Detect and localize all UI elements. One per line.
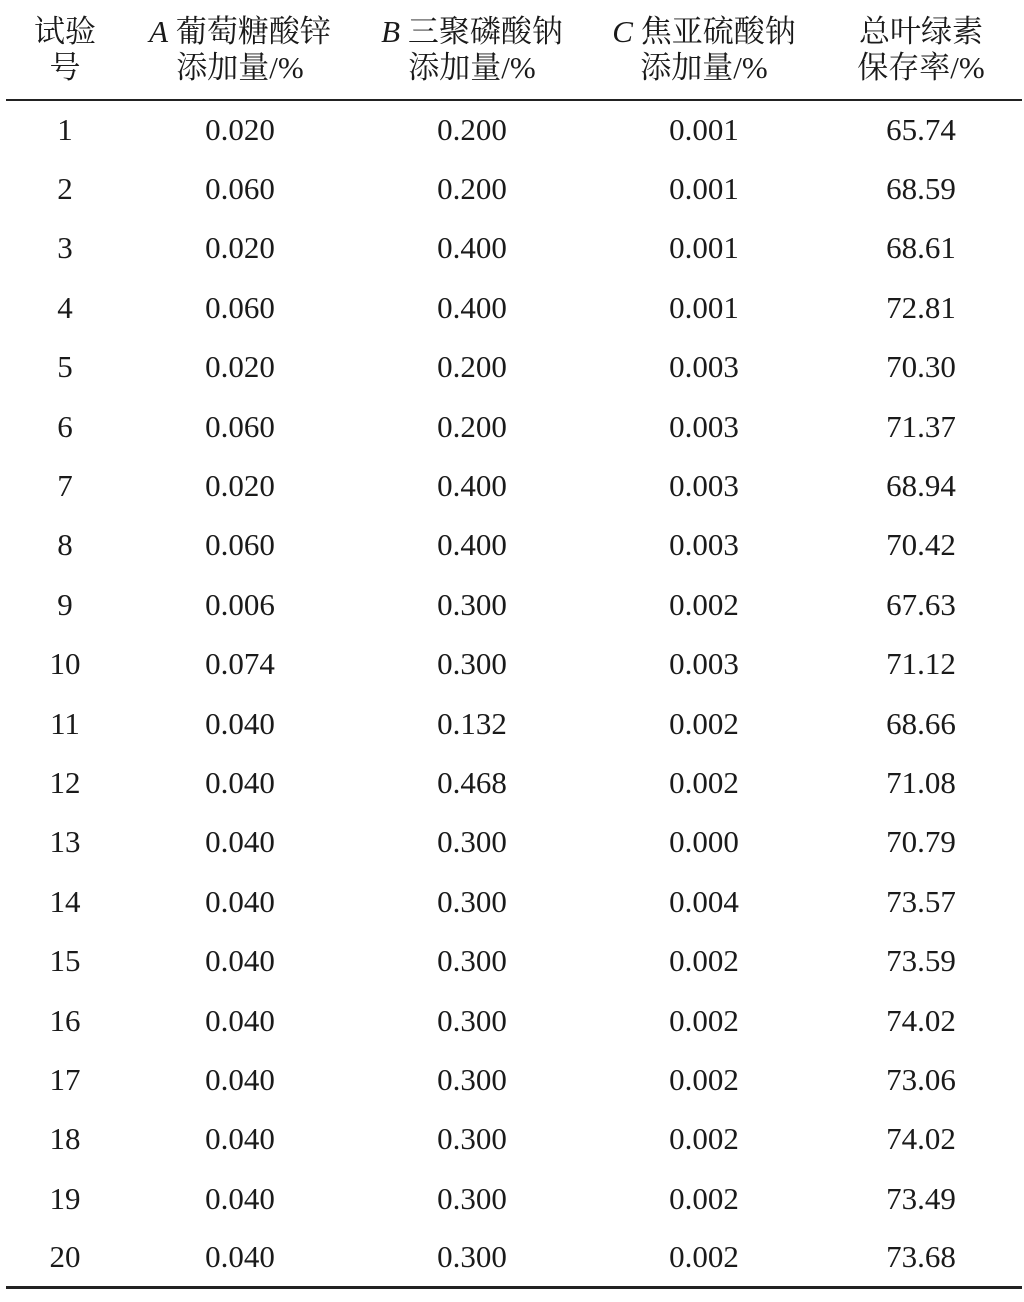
cell-factor-a: 0.060 bbox=[205, 408, 275, 444]
cell-retention-rate: 74.02 bbox=[886, 1121, 956, 1157]
table-row bbox=[6, 694, 1022, 753]
cell-factor-c: 0.001 bbox=[669, 112, 739, 148]
table-row bbox=[6, 813, 1022, 872]
cell-factor-a: 0.020 bbox=[205, 230, 275, 266]
cell-trial-number: 18 bbox=[49, 1121, 81, 1157]
cell-trial-number: 7 bbox=[57, 468, 73, 504]
cell-trial-number: 16 bbox=[49, 1002, 81, 1038]
cell-factor-b: 0.300 bbox=[437, 1061, 507, 1097]
cell-retention-rate: 71.12 bbox=[886, 646, 956, 682]
cell-retention-rate: 73.57 bbox=[886, 883, 956, 919]
cell-factor-b: 0.200 bbox=[437, 408, 507, 444]
cell-trial-number: 9 bbox=[57, 586, 73, 622]
cell-factor-b: 0.400 bbox=[437, 468, 507, 504]
cell-factor-c: 0.001 bbox=[669, 171, 739, 207]
cell-retention-rate: 72.81 bbox=[886, 289, 956, 325]
cell-trial-number: 3 bbox=[57, 230, 73, 266]
cell-factor-c: 0.003 bbox=[669, 408, 739, 444]
cell-trial-number: 17 bbox=[49, 1061, 81, 1097]
cell-retention-rate: 68.61 bbox=[886, 230, 956, 266]
cell-trial-number: 19 bbox=[49, 1180, 81, 1216]
cell-factor-a: 0.020 bbox=[205, 349, 275, 385]
cell-retention-rate: 65.74 bbox=[886, 112, 956, 148]
header-line-2: 添加量/% bbox=[176, 49, 304, 85]
header-line-1: 葡萄糖酸锌 bbox=[175, 13, 331, 49]
cell-factor-a: 0.040 bbox=[205, 883, 275, 919]
cell-factor-b: 0.400 bbox=[437, 289, 507, 325]
header-trial-number bbox=[6, 0, 124, 100]
cell-factor-a: 0.040 bbox=[205, 1002, 275, 1038]
table-row bbox=[6, 219, 1022, 278]
factor-a-symbol: A bbox=[149, 13, 169, 49]
cell-factor-a: 0.040 bbox=[205, 824, 275, 860]
cell-factor-b: 0.200 bbox=[437, 112, 507, 148]
cell-factor-b: 0.400 bbox=[437, 230, 507, 266]
header-factor-b bbox=[356, 0, 588, 100]
cell-trial-number: 5 bbox=[57, 349, 73, 385]
cell-retention-rate: 71.08 bbox=[886, 764, 956, 800]
cell-factor-a: 0.060 bbox=[205, 171, 275, 207]
table-row bbox=[6, 338, 1022, 397]
header-line-2: 号 bbox=[49, 49, 81, 85]
cell-factor-b: 0.300 bbox=[356, 1228, 588, 1287]
header-factor-c bbox=[588, 0, 820, 100]
cell-factor-a: 0.060 bbox=[205, 289, 275, 325]
cell-retention-rate: 68.59 bbox=[886, 171, 956, 207]
cell-factor-c: 0.001 bbox=[669, 230, 739, 266]
cell-trial-number: 4 bbox=[57, 289, 73, 325]
cell-factor-c: 0.001 bbox=[669, 289, 739, 325]
table-row bbox=[6, 635, 1022, 694]
cell-factor-a: 0.020 bbox=[205, 468, 275, 504]
cell-factor-b: 0.132 bbox=[437, 705, 507, 741]
header-line-2: 添加量/% bbox=[640, 49, 768, 85]
cell-factor-b: 0.300 bbox=[437, 586, 507, 622]
table-row bbox=[6, 575, 1022, 634]
cell-factor-c: 0.004 bbox=[669, 883, 739, 919]
cell-factor-c: 0.002 bbox=[669, 705, 739, 741]
cell-factor-b: 0.400 bbox=[437, 527, 507, 563]
cell-trial-number: 15 bbox=[49, 943, 81, 979]
table-row bbox=[6, 753, 1022, 812]
cell-factor-a: 0.040 bbox=[205, 1121, 275, 1157]
cell-factor-b: 0.300 bbox=[437, 943, 507, 979]
cell-trial-number: 12 bbox=[49, 764, 81, 800]
cell-factor-a: 0.040 bbox=[205, 764, 275, 800]
cell-factor-c: 0.002 bbox=[669, 943, 739, 979]
cell-retention-rate: 70.42 bbox=[886, 527, 956, 563]
table-row bbox=[6, 872, 1022, 931]
cell-factor-c: 0.002 bbox=[669, 1061, 739, 1097]
cell-factor-c: 0.002 bbox=[669, 1121, 739, 1157]
cell-factor-b: 0.300 bbox=[437, 1002, 507, 1038]
header-line-1: 总叶绿素 bbox=[859, 13, 983, 49]
cell-factor-c: 0.003 bbox=[669, 527, 739, 563]
table-row bbox=[6, 516, 1022, 575]
experiment-design-table bbox=[6, 0, 1022, 1289]
cell-trial-number: 8 bbox=[57, 527, 73, 563]
table-row bbox=[6, 278, 1022, 337]
cell-factor-a: 0.060 bbox=[205, 527, 275, 563]
cell-factor-c: 0.003 bbox=[669, 646, 739, 682]
table-row bbox=[6, 100, 1022, 159]
cell-factor-b: 0.200 bbox=[437, 171, 507, 207]
cell-trial-number: 11 bbox=[50, 705, 80, 741]
header-line-1: 焦亚硫酸钠 bbox=[640, 13, 796, 49]
cell-factor-a: 0.074 bbox=[205, 646, 275, 682]
table-row bbox=[6, 931, 1022, 990]
cell-factor-b: 0.468 bbox=[437, 764, 507, 800]
cell-factor-a: 0.040 bbox=[124, 1228, 356, 1287]
table-row bbox=[6, 397, 1022, 456]
cell-trial-number: 1 bbox=[57, 112, 73, 148]
cell-trial-number: 2 bbox=[57, 171, 73, 207]
header-chlorophyll-retention bbox=[820, 0, 1022, 100]
table-row bbox=[6, 1110, 1022, 1169]
cell-retention-rate: 71.37 bbox=[886, 408, 956, 444]
cell-factor-c: 0.002 bbox=[669, 1180, 739, 1216]
cell-factor-c: 0.003 bbox=[669, 349, 739, 385]
table-row bbox=[6, 991, 1022, 1050]
cell-factor-a: 0.040 bbox=[205, 1180, 275, 1216]
cell-retention-rate: 67.63 bbox=[886, 586, 956, 622]
cell-factor-b: 0.200 bbox=[437, 349, 507, 385]
cell-trial-number: 20 bbox=[6, 1228, 124, 1287]
cell-retention-rate: 73.49 bbox=[886, 1180, 956, 1216]
header-line-2: 保存率/% bbox=[857, 49, 985, 85]
cell-factor-c: 0.002 bbox=[669, 586, 739, 622]
cell-retention-rate: 73.59 bbox=[886, 943, 956, 979]
cell-trial-number: 6 bbox=[57, 408, 73, 444]
cell-factor-a: 0.040 bbox=[205, 943, 275, 979]
table-row bbox=[6, 456, 1022, 515]
cell-retention-rate: 73.68 bbox=[820, 1228, 1022, 1287]
cell-retention-rate: 68.66 bbox=[886, 705, 956, 741]
cell-retention-rate: 68.94 bbox=[886, 468, 956, 504]
cell-trial-number: 13 bbox=[49, 824, 81, 860]
cell-retention-rate: 74.02 bbox=[886, 1002, 956, 1038]
factor-b-symbol: B bbox=[381, 13, 401, 49]
header-line-2: 添加量/% bbox=[408, 49, 536, 85]
cell-trial-number: 14 bbox=[49, 883, 81, 919]
table-row bbox=[6, 1169, 1022, 1228]
table-row bbox=[6, 159, 1022, 218]
experiment-table-container bbox=[6, 0, 1022, 1289]
cell-factor-c: 0.003 bbox=[669, 468, 739, 504]
cell-factor-c: 0.000 bbox=[669, 824, 739, 860]
header-line-1: 三聚磷酸钠 bbox=[407, 13, 563, 49]
cell-trial-number: 10 bbox=[49, 646, 81, 682]
table-body bbox=[6, 100, 1022, 1288]
cell-factor-a: 0.040 bbox=[205, 1061, 275, 1097]
cell-factor-c: 0.002 bbox=[669, 1002, 739, 1038]
cell-factor-b: 0.300 bbox=[437, 883, 507, 919]
cell-factor-b: 0.300 bbox=[437, 1180, 507, 1216]
cell-factor-a: 0.020 bbox=[205, 112, 275, 148]
cell-factor-c: 0.002 bbox=[588, 1228, 820, 1287]
header-factor-a bbox=[124, 0, 356, 100]
table-header bbox=[6, 0, 1022, 100]
factor-c-symbol: C bbox=[612, 13, 633, 49]
cell-retention-rate: 70.30 bbox=[886, 349, 956, 385]
cell-factor-b: 0.300 bbox=[437, 646, 507, 682]
cell-factor-b: 0.300 bbox=[437, 1121, 507, 1157]
table-row bbox=[6, 1228, 1022, 1287]
cell-factor-a: 0.006 bbox=[205, 586, 275, 622]
table-row bbox=[6, 1050, 1022, 1109]
cell-retention-rate: 70.79 bbox=[886, 824, 956, 860]
header-line-1: 试验 bbox=[34, 13, 96, 49]
cell-factor-c: 0.002 bbox=[669, 764, 739, 800]
cell-factor-b: 0.300 bbox=[437, 824, 507, 860]
cell-retention-rate: 73.06 bbox=[886, 1061, 956, 1097]
cell-factor-a: 0.040 bbox=[205, 705, 275, 741]
header-row bbox=[6, 0, 1022, 100]
